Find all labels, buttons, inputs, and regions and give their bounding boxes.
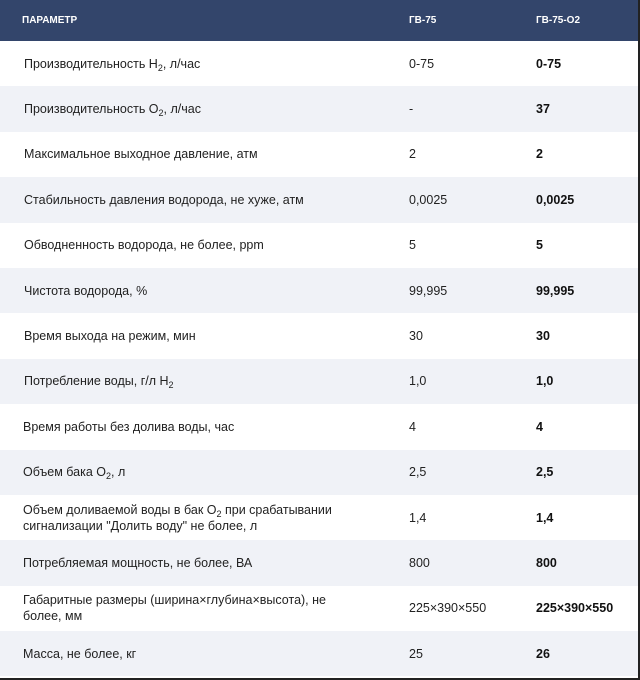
table-row xyxy=(0,450,640,495)
gv75-o2-value: 99,995 xyxy=(536,283,575,298)
param-label: Стабильность давления водорода, не хуже, атм xyxy=(24,192,304,207)
gv75-o2-value: 0,0025 xyxy=(536,192,575,207)
table-row xyxy=(0,359,640,404)
param-label: Время работы без долива воды, час xyxy=(23,419,235,434)
table-row xyxy=(0,177,640,222)
param-cell xyxy=(0,132,405,177)
gv75-value: 800 xyxy=(409,555,430,570)
param-suffix: , л/час xyxy=(162,56,201,71)
param-label: Потребляемая мощность, не более, ВА xyxy=(23,555,253,570)
param-label: Объем бака O xyxy=(23,465,107,480)
param-subscript: 2 xyxy=(106,471,112,482)
param-label: Потребление воды, г/л H xyxy=(24,374,169,389)
param-label: Чистота водорода, % xyxy=(24,283,148,298)
gv75-value: 0-75 xyxy=(409,56,435,71)
param-cell xyxy=(0,631,405,676)
param-label: Объем доливаемой воды в бак O xyxy=(23,502,217,517)
gv75-value: 30 xyxy=(409,329,423,344)
table-row xyxy=(0,86,640,131)
gv75-value: 1,0 xyxy=(409,374,427,389)
table-row xyxy=(0,586,640,631)
table-row xyxy=(0,313,640,358)
table-row xyxy=(0,268,640,313)
header-parameter: ПАРАМЕТР xyxy=(0,0,405,41)
param-label: Производительность H xyxy=(24,56,158,71)
gv75-o2-value: 26 xyxy=(536,646,550,661)
gv75-o2-value: 4 xyxy=(536,419,543,434)
param-cell xyxy=(0,177,405,222)
param-subscript: 2 xyxy=(157,62,163,73)
param-label: Максимальное выходное давление, атм xyxy=(24,147,258,162)
param-cell xyxy=(0,86,405,131)
param-label: Время выхода на режим, мин xyxy=(24,329,196,344)
param-subscript: 2 xyxy=(216,508,222,519)
gv75-o2-value: 225×390×550 xyxy=(536,601,614,616)
gv75-o2-value: 1,0 xyxy=(536,374,554,389)
param-suffix: при срабатывании сигнализации "Долить воду" не более, л xyxy=(23,502,332,533)
gv75-value: 1,4 xyxy=(409,510,427,525)
param-label: Габаритные размеры (ширина×глубина×высота), не более, мм xyxy=(23,593,326,624)
param-label: Обводненность водорода, не более, ppm xyxy=(24,238,264,253)
table-row xyxy=(0,404,640,449)
param-cell xyxy=(0,313,405,358)
table-header-row xyxy=(0,0,640,41)
param-cell xyxy=(0,586,405,631)
param-cell xyxy=(0,540,405,585)
table-row xyxy=(0,223,640,268)
param-cell xyxy=(0,450,405,495)
param-label: Масса, не более, кг xyxy=(23,646,137,661)
gv75-value: 25 xyxy=(409,646,423,661)
table-row xyxy=(0,495,640,540)
param-suffix: , л/час xyxy=(163,102,201,117)
header-gv75-o2: ГВ-75-О2 xyxy=(532,0,640,41)
gv75-o2-value: 2 xyxy=(536,147,543,162)
gv75-value: 5 xyxy=(409,238,416,253)
header-gv75: ГВ-75 xyxy=(405,0,532,41)
param-subscript: 2 xyxy=(158,108,164,119)
gv75-value: 2,5 xyxy=(409,465,427,480)
gv75-value: 2 xyxy=(409,147,416,162)
gv75-o2-value: 30 xyxy=(536,329,550,344)
param-subscript: 2 xyxy=(168,380,174,391)
param-cell xyxy=(0,41,405,86)
gv75-value: 4 xyxy=(409,419,416,434)
param-cell xyxy=(0,359,405,404)
gv75-o2-value: 37 xyxy=(536,102,550,117)
param-suffix: , л xyxy=(111,465,126,480)
gv75-value: 99,995 xyxy=(409,283,448,298)
param-cell xyxy=(0,495,405,540)
param-cell xyxy=(0,223,405,268)
gv75-o2-value: 0-75 xyxy=(536,56,562,71)
gv75-value: - xyxy=(409,102,414,117)
gv75-o2-value: 800 xyxy=(536,555,557,570)
param-label: Производительность O xyxy=(24,102,159,117)
gv75-o2-value: 2,5 xyxy=(536,465,554,480)
gv75-value: 0,0025 xyxy=(409,192,448,207)
param-cell xyxy=(0,268,405,313)
table-row xyxy=(0,540,640,585)
table-row xyxy=(0,132,640,177)
gv75-o2-value: 5 xyxy=(536,238,543,253)
param-cell xyxy=(0,404,405,449)
gv75-value: 225×390×550 xyxy=(409,601,487,616)
gv75-o2-value: 1,4 xyxy=(536,510,554,525)
table-row xyxy=(0,41,640,86)
table-row xyxy=(0,631,640,676)
